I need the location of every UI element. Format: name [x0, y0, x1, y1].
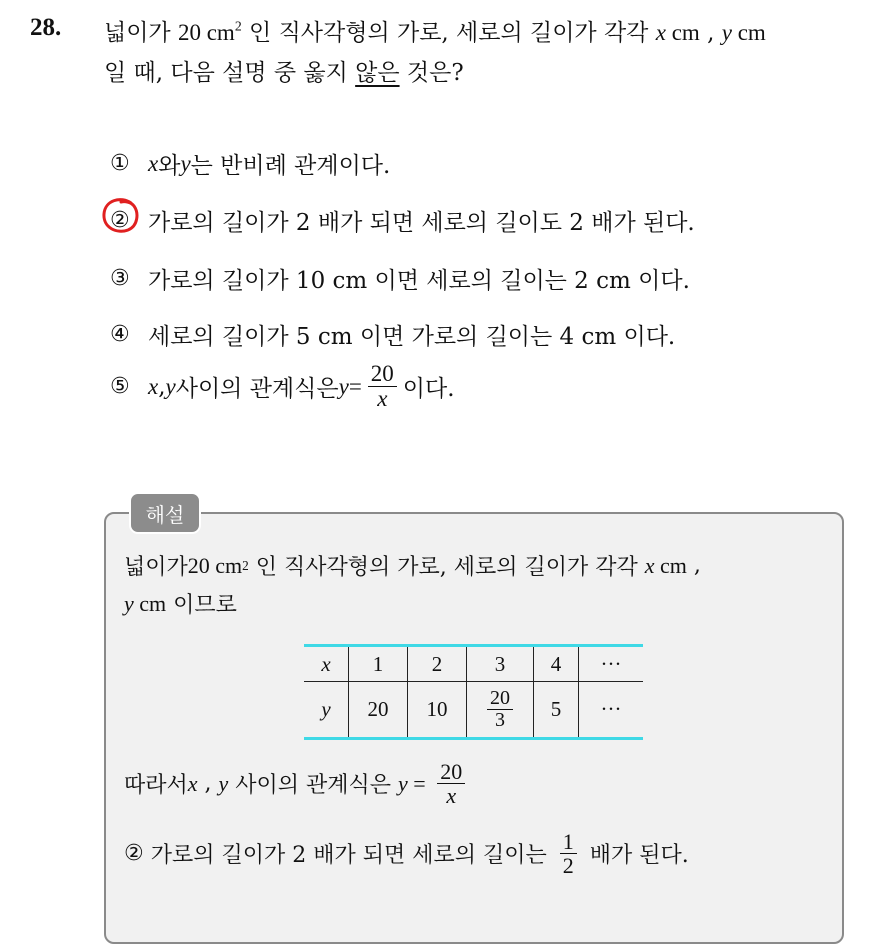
choice-text — [148, 147, 390, 180]
table-cell: 2 — [408, 646, 467, 682]
comma: , — [158, 373, 166, 400]
choice-5[interactable] — [110, 362, 455, 411]
fraction — [560, 830, 577, 877]
choice-text-part: 는 반비례 관계이다. — [190, 153, 391, 179]
explanation-tag: 해설 — [129, 492, 201, 534]
table-row — [304, 646, 643, 682]
table-cell: 10 — [408, 682, 467, 739]
var-x: x — [644, 552, 655, 578]
explanation-text: 따라서 — [124, 773, 188, 799]
var-y: y — [338, 373, 349, 399]
question-line-2 — [104, 54, 464, 87]
question-line-1 — [104, 14, 766, 47]
comma: , — [197, 771, 219, 797]
var-x: x — [655, 20, 666, 45]
table-cell: 5 — [534, 682, 579, 739]
explanation-text: 넓이가 — [124, 555, 188, 580]
fraction-denominator: x — [446, 783, 457, 809]
table-cell: ··· — [600, 697, 622, 721]
var-y: y — [218, 770, 229, 796]
area-value: 20 — [187, 552, 210, 578]
equals-sign: = — [407, 770, 432, 796]
table-cell: x — [304, 646, 349, 682]
fraction-denominator: x — [377, 386, 388, 412]
table-cell: 1 — [349, 646, 408, 682]
unit-cm: cm — [671, 20, 700, 45]
area-unit: cm — [215, 552, 243, 578]
choice-text — [148, 362, 455, 411]
choice-text: 세로의 길이가 5 cm 이면 가로의 길이는 4 cm 이다. — [148, 324, 676, 350]
question-number: 28. — [30, 14, 62, 41]
choice-text: 가로의 길이가 10 cm 이면 세로의 길이는 2 cm 이다. — [148, 268, 690, 294]
choice-text-part: 이다. — [402, 376, 455, 403]
choice-4[interactable] — [110, 318, 675, 351]
choice-mark: ⑤ — [110, 374, 130, 400]
choice-2[interactable] — [110, 204, 695, 237]
fraction-denominator: 2 — [562, 853, 574, 879]
table-cell: 3 — [467, 646, 534, 682]
fraction-numerator: 20 — [368, 362, 397, 387]
explanation-text: 사이의 관계식은 — [228, 773, 399, 799]
choice-mark: ④ — [110, 322, 130, 347]
var-y: y — [124, 590, 134, 616]
area-exponent: 2 — [234, 18, 242, 34]
unit-cm: cm — [660, 552, 687, 578]
var-x: x — [187, 770, 198, 796]
question-text: 넓이가 — [104, 20, 178, 46]
table-cell: 20 — [349, 682, 408, 739]
question-text: 일 때, 다음 설명 중 옳지 — [104, 60, 356, 86]
fraction-numerator: 20 — [487, 688, 513, 710]
table-cell — [467, 682, 534, 739]
value-table — [304, 644, 643, 740]
choice-1[interactable] — [110, 147, 390, 180]
explanation-line-1 — [124, 550, 701, 581]
comma: , — [699, 20, 722, 46]
choice-text: 가로의 길이가 2 배가 되면 세로의 길이도 2 배가 된다. — [148, 210, 695, 236]
choice-mark: ① — [110, 151, 130, 176]
choice-mark: ② — [110, 208, 130, 233]
table-cell: 4 — [534, 646, 579, 682]
fraction — [368, 362, 397, 411]
var-x: x — [148, 373, 159, 399]
choice-text-part: 사이의 관계식은 — [175, 376, 339, 403]
var-x: x — [148, 150, 159, 176]
table-row — [304, 682, 643, 739]
explanation-line-3 — [124, 760, 471, 807]
explanation-line-2 — [124, 588, 237, 619]
table-cell: ··· — [579, 646, 644, 682]
question-text: 인 직사각형의 가로, 세로의 길이가 각각 — [241, 20, 656, 46]
area-exponent: 2 — [242, 557, 249, 573]
fraction-numerator: 1 — [560, 830, 577, 854]
var-y: y — [165, 373, 176, 399]
underlined-word: 않은 — [355, 60, 400, 86]
choice-text-part: 와 — [158, 153, 181, 179]
fraction-numerator: 20 — [437, 760, 465, 784]
explanation-text: 배가 된다. — [582, 843, 689, 869]
area-unit: cm — [206, 20, 235, 45]
explanation-text: 이므로 — [166, 593, 237, 618]
choice-mark: ③ — [110, 266, 130, 291]
fraction-denominator: 3 — [495, 709, 505, 731]
unit-cm: cm — [139, 590, 167, 616]
question-text: 것은? — [399, 60, 464, 86]
fraction — [437, 760, 465, 807]
choice-3[interactable] — [110, 262, 690, 295]
area-value: 20 — [177, 20, 201, 45]
var-y: y — [180, 150, 191, 176]
explanation-text: 인 직사각형의 가로, 세로의 길이가 각각 — [248, 555, 645, 580]
table-cell: y — [304, 682, 349, 739]
explanation-line-4 — [124, 830, 689, 877]
fraction — [487, 688, 513, 731]
explanation-text: 가로의 길이가 2 배가 되면 세로의 길이는 — [143, 843, 554, 869]
var-y: y — [721, 20, 732, 45]
comma: , — [686, 553, 701, 578]
choice-mark: ② — [124, 841, 144, 867]
equals-sign: = — [348, 373, 362, 399]
var-y: y — [398, 770, 408, 796]
unit-cm: cm — [737, 20, 766, 45]
